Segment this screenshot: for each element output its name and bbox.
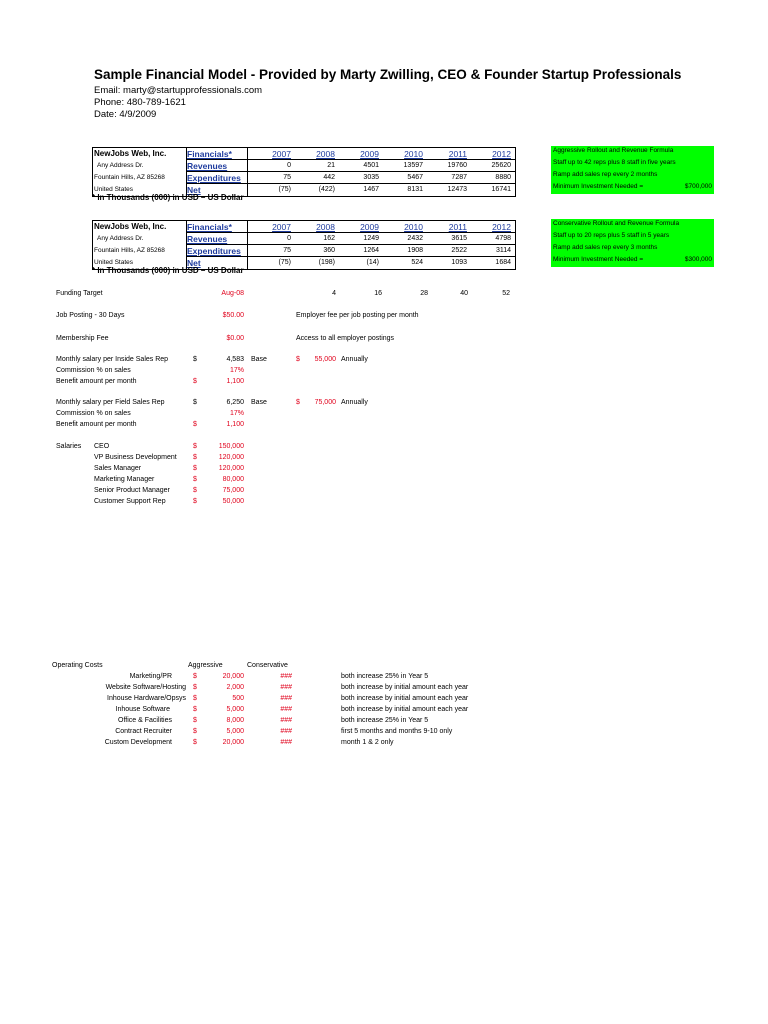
financials-label: Financials* bbox=[187, 149, 232, 159]
dollar-sign: $ bbox=[193, 728, 197, 735]
op-cost-name: Custom Development bbox=[104, 739, 172, 746]
table-cell: 21 bbox=[327, 162, 335, 169]
dollar-sign: $ bbox=[296, 399, 300, 406]
row-label-revenues: Revenues bbox=[187, 161, 228, 171]
dollar-sign: $ bbox=[193, 684, 197, 691]
contact-email: Email: marty@startupprofessionals.com bbox=[94, 85, 263, 96]
salary-amount: 75,000 bbox=[222, 487, 244, 494]
salary-role: Marketing Manager bbox=[94, 476, 155, 483]
op-cost-aggressive: 5,000 bbox=[226, 706, 244, 713]
op-cost-conservative: ### bbox=[280, 706, 292, 713]
year-header: 2010 bbox=[404, 222, 423, 232]
table-footnote: * In Thousands (000) in USD – US Dollar bbox=[92, 266, 244, 275]
aggressive-formula-box bbox=[551, 146, 714, 194]
dollar-sign: $ bbox=[193, 695, 197, 702]
op-cost-aggressive: 20,000 bbox=[222, 673, 244, 680]
table-cell: 3114 bbox=[495, 247, 511, 254]
dollar-sign: $ bbox=[193, 487, 197, 494]
formula-line: Ramp add sales rep every 3 months bbox=[553, 244, 658, 251]
membership-fee-label: Membership Fee bbox=[56, 335, 109, 342]
annually-label: Annually bbox=[341, 356, 368, 363]
salary-amount: 80,000 bbox=[222, 476, 244, 483]
funding-target-label: Funding Target bbox=[56, 290, 103, 297]
inside-rep-commission: 17% bbox=[229, 367, 244, 374]
table-cell: 12473 bbox=[447, 186, 467, 193]
op-cost-note: both increase 25% in Year 5 bbox=[341, 673, 429, 680]
op-cost-name: Inhouse Hardware/Opsys bbox=[107, 695, 186, 702]
table-cell: 2432 bbox=[407, 235, 423, 242]
job-posting-label: Job Posting - 30 Days bbox=[56, 312, 125, 319]
company-name: NewJobs Web, Inc. bbox=[94, 222, 167, 231]
funding-number: 28 bbox=[420, 290, 428, 297]
base-label: Base bbox=[251, 356, 267, 363]
field-rep-commission-label: Commission % on sales bbox=[56, 410, 131, 417]
table-cell: 1908 bbox=[407, 247, 423, 254]
op-cost-aggressive: 20,000 bbox=[222, 739, 244, 746]
document-date: Date: 4/9/2009 bbox=[94, 109, 157, 120]
op-cost-conservative: ### bbox=[280, 673, 292, 680]
dollar-sign: $ bbox=[193, 399, 197, 406]
table-cell: (75) bbox=[278, 186, 291, 193]
inside-rep-commission-label: Commission % on sales bbox=[56, 367, 131, 374]
table-cell: 8880 bbox=[495, 174, 511, 181]
year-header: 2010 bbox=[404, 149, 423, 159]
dollar-sign: $ bbox=[193, 421, 197, 428]
year-header: 2012 bbox=[492, 222, 511, 232]
membership-fee-value: $0.00 bbox=[226, 335, 244, 342]
year-header: 2009 bbox=[360, 149, 379, 159]
table-cell: 0 bbox=[287, 235, 291, 242]
dollar-sign: $ bbox=[193, 378, 197, 385]
funding-number: 52 bbox=[502, 290, 510, 297]
operating-costs-label: Operating Costs bbox=[52, 662, 103, 669]
base-label: Base bbox=[251, 399, 267, 406]
table-cell: 4501 bbox=[363, 162, 379, 169]
table-cell: 25620 bbox=[491, 162, 511, 169]
row-label-net: Net bbox=[187, 185, 201, 195]
formula-title: Conservative Rollout and Revenue Formula bbox=[553, 220, 680, 227]
aggressive-header: Aggressive bbox=[188, 662, 223, 669]
investment-value: $300,000 bbox=[684, 256, 712, 263]
table-cell: 1093 bbox=[451, 259, 467, 266]
table-footnote: * In Thousands (000) in USD – US Dollar bbox=[92, 193, 244, 202]
funding-number: 16 bbox=[374, 290, 382, 297]
salary-amount: 150,000 bbox=[218, 443, 244, 450]
table-cell: 1467 bbox=[363, 186, 379, 193]
address-line: Any Address Dr. bbox=[97, 235, 144, 242]
table-cell: (198) bbox=[318, 259, 335, 266]
dollar-sign: $ bbox=[193, 465, 197, 472]
conservative-header: Conservative bbox=[247, 662, 288, 669]
table-cell: 1264 bbox=[363, 247, 379, 254]
table-cell: 5467 bbox=[407, 174, 423, 181]
table-cell: 3615 bbox=[451, 235, 467, 242]
op-cost-name: Marketing/PR bbox=[129, 673, 172, 680]
op-cost-name: Website Software/Hosting bbox=[105, 684, 186, 691]
funding-target-value: Aug-08 bbox=[221, 290, 244, 297]
year-header: 2007 bbox=[272, 149, 291, 159]
table-cell: 19760 bbox=[447, 162, 467, 169]
table-cell: 16741 bbox=[491, 186, 511, 193]
year-header: 2007 bbox=[272, 222, 291, 232]
row-label-expenditures: Expenditures bbox=[187, 173, 241, 183]
op-cost-conservative: ### bbox=[280, 695, 292, 702]
table-cell: (422) bbox=[318, 186, 335, 193]
year-header: 2009 bbox=[360, 222, 379, 232]
table-cell: (14) bbox=[366, 259, 379, 266]
formula-line: Staff up to 20 reps plus 5 staff in 5 years bbox=[553, 232, 670, 239]
table-cell: 1249 bbox=[363, 235, 379, 242]
year-header: 2011 bbox=[448, 149, 467, 159]
formula-title: Aggressive Rollout and Revenue Formula bbox=[553, 147, 674, 154]
salary-role: CEO bbox=[94, 443, 110, 450]
address-line: Fountain Hills, AZ 85268 bbox=[94, 247, 165, 254]
dollar-sign: $ bbox=[193, 443, 197, 450]
address-line: United States bbox=[94, 186, 134, 193]
table-cell: 13597 bbox=[403, 162, 423, 169]
dollar-sign: $ bbox=[193, 454, 197, 461]
op-cost-note: both increase by initial amount each year bbox=[341, 706, 469, 713]
formula-line: Minimum Investment Needed = bbox=[553, 256, 644, 263]
op-cost-note: both increase 25% in Year 5 bbox=[341, 717, 429, 724]
conservative-formula-box bbox=[551, 219, 714, 267]
inside-rep-annual: 55,000 bbox=[314, 356, 336, 363]
table-cell: 162 bbox=[323, 235, 335, 242]
investment-value: $700,000 bbox=[684, 183, 712, 190]
dollar-sign: $ bbox=[193, 717, 197, 724]
job-posting-value: $50.00 bbox=[222, 312, 244, 319]
row-label-revenues: Revenues bbox=[187, 234, 228, 244]
table-cell: 3035 bbox=[363, 174, 379, 181]
inside-rep-salary: 4,583 bbox=[226, 356, 244, 363]
table-cell: 360 bbox=[323, 247, 335, 254]
table-cell: 75 bbox=[283, 174, 291, 181]
job-posting-note: Employer fee per job posting per month bbox=[296, 312, 419, 319]
financials-table-conservative bbox=[92, 220, 516, 270]
field-rep-annual: 75,000 bbox=[314, 399, 336, 406]
dollar-sign: $ bbox=[193, 706, 197, 713]
address-line: Fountain Hills, AZ 85268 bbox=[94, 174, 165, 181]
inside-rep-benefit-label: Benefit amount per month bbox=[56, 378, 137, 385]
row-label-expenditures: Expenditures bbox=[187, 246, 241, 256]
table-cell: 524 bbox=[411, 259, 423, 266]
field-rep-salary-label: Monthly salary per Field Sales Rep bbox=[56, 399, 165, 406]
year-header: 2012 bbox=[492, 149, 511, 159]
page-title: Sample Financial Model - Provided by Marty Zwilling, CEO & Founder Startup Professionals bbox=[94, 67, 682, 82]
salary-amount: 120,000 bbox=[218, 454, 244, 461]
field-rep-benefit-label: Benefit amount per month bbox=[56, 421, 137, 428]
formula-line: Ramp add sales rep every 2 months bbox=[553, 171, 658, 178]
formula-line: Staff up to 42 reps plus 8 staff in five years bbox=[553, 159, 676, 166]
op-cost-aggressive: 500 bbox=[232, 695, 244, 702]
table-cell: 75 bbox=[283, 247, 291, 254]
table-cell: 2522 bbox=[451, 247, 467, 254]
financials-label: Financials* bbox=[187, 222, 232, 232]
dollar-sign: $ bbox=[193, 476, 197, 483]
formula-line: Minimum Investment Needed = bbox=[553, 183, 644, 190]
salary-amount: 50,000 bbox=[222, 498, 244, 505]
salary-role: Senior Product Manager bbox=[94, 487, 170, 494]
op-cost-conservative: ### bbox=[280, 739, 292, 746]
contact-phone: Phone: 480-789-1621 bbox=[94, 97, 186, 108]
financials-table-aggressive bbox=[92, 147, 516, 197]
dollar-sign: $ bbox=[193, 739, 197, 746]
op-cost-conservative: ### bbox=[280, 728, 292, 735]
op-cost-note: both increase by initial amount each year bbox=[341, 684, 469, 691]
table-cell: 0 bbox=[287, 162, 291, 169]
address-line: Any Address Dr. bbox=[97, 162, 144, 169]
op-cost-aggressive: 2,000 bbox=[226, 684, 244, 691]
op-cost-note: both increase by initial amount each year bbox=[341, 695, 469, 702]
company-name: NewJobs Web, Inc. bbox=[94, 149, 167, 158]
op-cost-aggressive: 8,000 bbox=[226, 717, 244, 724]
salary-amount: 120,000 bbox=[218, 465, 244, 472]
inside-rep-benefit: 1,100 bbox=[226, 378, 244, 385]
row-label-net: Net bbox=[187, 258, 201, 268]
op-cost-note: month 1 & 2 only bbox=[341, 739, 394, 746]
funding-number: 40 bbox=[460, 290, 468, 297]
field-rep-commission: 17% bbox=[229, 410, 244, 417]
field-rep-benefit: 1,100 bbox=[226, 421, 244, 428]
dollar-sign: $ bbox=[296, 356, 300, 363]
op-cost-name: Inhouse Software bbox=[115, 706, 170, 713]
membership-fee-note: Access to all employer postings bbox=[296, 335, 395, 342]
year-header: 2008 bbox=[316, 149, 335, 159]
op-cost-conservative: ### bbox=[280, 717, 292, 724]
year-header: 2008 bbox=[316, 222, 335, 232]
table-cell: 8131 bbox=[407, 186, 423, 193]
op-cost-conservative: ### bbox=[280, 684, 292, 691]
op-cost-aggressive: 5,000 bbox=[226, 728, 244, 735]
salary-role: Sales Manager bbox=[94, 465, 142, 472]
dollar-sign: $ bbox=[193, 356, 197, 363]
inside-rep-salary-label: Monthly salary per Inside Sales Rep bbox=[56, 356, 169, 363]
salary-role: Customer Support Rep bbox=[94, 498, 166, 505]
dollar-sign: $ bbox=[193, 673, 197, 680]
year-header: 2011 bbox=[448, 222, 467, 232]
table-cell: 1684 bbox=[495, 259, 511, 266]
annually-label: Annually bbox=[341, 399, 368, 406]
table-cell: (75) bbox=[278, 259, 291, 266]
table-cell: 7287 bbox=[451, 174, 467, 181]
op-cost-note: first 5 months and months 9-10 only bbox=[341, 728, 453, 735]
address-line: United States bbox=[94, 259, 134, 266]
dollar-sign: $ bbox=[193, 498, 197, 505]
field-rep-salary: 6,250 bbox=[226, 399, 244, 406]
op-cost-name: Office & Facilities bbox=[118, 717, 172, 724]
salary-role: VP Business Development bbox=[94, 454, 177, 461]
table-cell: 442 bbox=[323, 174, 335, 181]
table-cell: 4798 bbox=[495, 235, 511, 242]
salaries-label: Salaries bbox=[56, 443, 82, 450]
funding-number: 4 bbox=[332, 290, 336, 297]
op-cost-name: Contract Recruiter bbox=[115, 728, 172, 735]
